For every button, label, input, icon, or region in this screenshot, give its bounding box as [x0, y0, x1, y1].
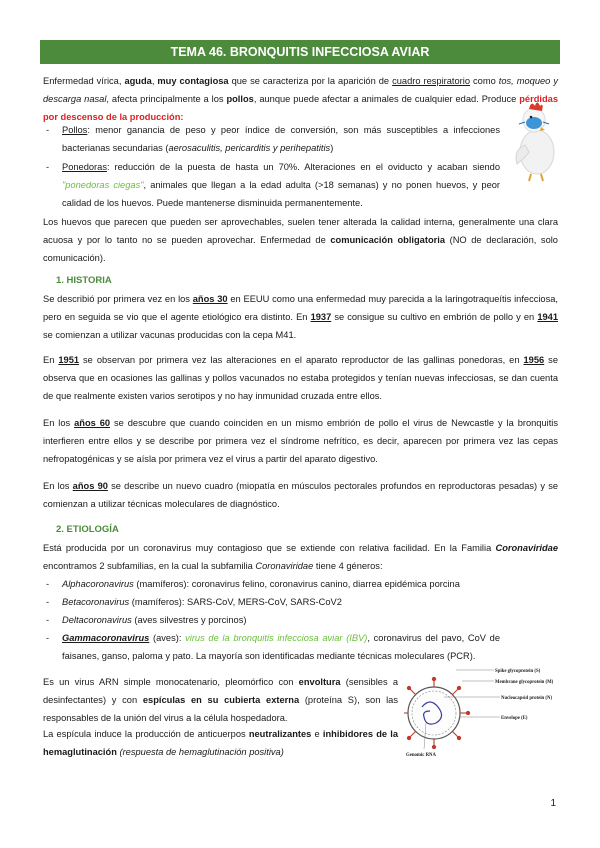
historia-paragraph-3: En los años 60 se descubre que cuando coinciden en un mismo embrión de pollo el virus de Newcastle y la bronquitis interfieren entre ellos y se describe por primera vez el síndrome nefrítico, es decir, aparecen por primera vez las cepas nefropatogénicas y se aísla por primera vez el virus a partir del aparato digestivo.: [43, 418, 559, 465]
huevos-paragraph: Los huevos que parecen que pueden ser aprovechables, suelen tener alterada la calidad interna, generalmente una clara acuosa y por lo tanto no se pueden aprovechar. Enfermedad de comunicación obligatoria (NO de declaración, solo comunicación).: [43, 217, 558, 264]
historia-paragraph-1: Se describió por primera vez en los años 30 en EEUU como una enfermedad muy parecida a la laringotraqueítis infecciosa, pero en seguida se vio que el agente etiológico era distinto. En 1937 se consigue su cultivo en embrión de pollo y en 1941 se comienzan a utilizar vacunas producidas con la cepa M41.: [43, 294, 559, 341]
label-membrane: Membrane glycoprotein (M): [495, 680, 554, 685]
historia-paragraph-4: En los años 90 se describe un nuevo cuadro (miopatía en músculos pectorales profundos en reproductoras pesadas) y se comienzan a utilizar técnicas moleculares de diagnóstico.: [43, 481, 559, 510]
label-envelope: Envelope (E): [501, 716, 528, 721]
list-item-pollos: - Pollos: menor ganancia de peso y peor índice de conversión, son más susceptibles a infecciones bacterianas secundarias (aerosaculitis, pericarditis y perihepatitis): [62, 121, 500, 157]
intro-paragraph: Enfermedad vírica, aguda, muy contagiosa que se caracteriza por la aparición de cuadro respiratorio como tos, moqueo y descarga nasal, afecta principalmente a los pollos, aunque puede afectar a animales de cualquier edad. Produce pérdidas por descenso de la producción:: [43, 76, 558, 123]
list-item-alphacoronavirus: - Alphacoronavirus (mamíferos): coronavirus felino, coronavirus canino, diarrea epidémica porcina: [62, 575, 500, 593]
section-heading-etiologia: 2. ETIOLOGÍA: [56, 524, 119, 535]
espicula-paragraph: La espícula induce la producción de anticuerpos neutralizantes e inhibidores de la hemaglutinación (respuesta de hemaglutinación positiva): [43, 729, 398, 758]
label-nucleocapsid: Nucleocapsid protein (N): [501, 696, 553, 701]
etiologia-intro: Está producida por un coronavirus muy contagioso que se extiende con relativa facilidad. En la Familia Coronaviridae encontramos 2 subfamilias, en la cual la subfamilia Coronaviridae tiene 4 géneros:: [43, 543, 558, 572]
section-heading-historia: 1. HISTORIA: [56, 275, 112, 286]
historia-paragraph-2: En 1951 se observan por primera vez las alteraciones en el aparato reproductor de las gallinas ponedoras, en 1956 se observa que en ocasiones las gallinas y pollos vacunados no estaba protegidos y tenían nuevas infecciosas, se dan cuenta de que realmente existen varios serotipos y no hay inmunidad cruzada entre ellos.: [43, 355, 558, 402]
page-number: 1: [550, 798, 556, 809]
list-item-deltacoronavirus: - Deltacoronavirus (aves silvestres y porcinos): [62, 611, 500, 629]
list-item-ponedoras: - Ponedoras: reducción de la puesta de hasta un 70%. Alteraciones en el oviducto y acaban siendo "ponedoras ciegas", animales que llegan a la edad adulta (>18 semanas) y no ponen huevos, y peor calidad de los huevos. Puede mantenerse disminuida permanentemente.: [62, 158, 500, 213]
arn-paragraph: Es un virus ARN simple monocatenario, pleomórfico con envoltura (sensibles a desinfectantes) y con espículas en su cubierta externa (proteína S), son las responsables de la unión del virus a la célula hospedadora.: [43, 677, 398, 724]
label-spike: Spike glycoprotein (S): [495, 669, 541, 674]
list-item-gammacoronavirus: - Gammacoronavirus (aves): virus de la bronquitis infecciosa aviar (IBV), coronavirus del pavo, CoV de faisanes, ganso, paloma y pato. La mayoría son identificadas mediante técnicas moleculares (PCR).: [62, 629, 500, 665]
virus-particle: [404, 677, 470, 748]
page-title: TEMA 46. BRONQUITIS INFECCIOSA AVIAR: [40, 40, 560, 64]
list-item-betacoronavirus: - Betacoronavirus (mamíferos): SARS-CoV, MERS-CoV, SARS-CoV2: [62, 593, 500, 611]
coronavirus-diagram: [404, 661, 574, 761]
label-genomic-rna: Genomic RNA: [406, 753, 436, 758]
